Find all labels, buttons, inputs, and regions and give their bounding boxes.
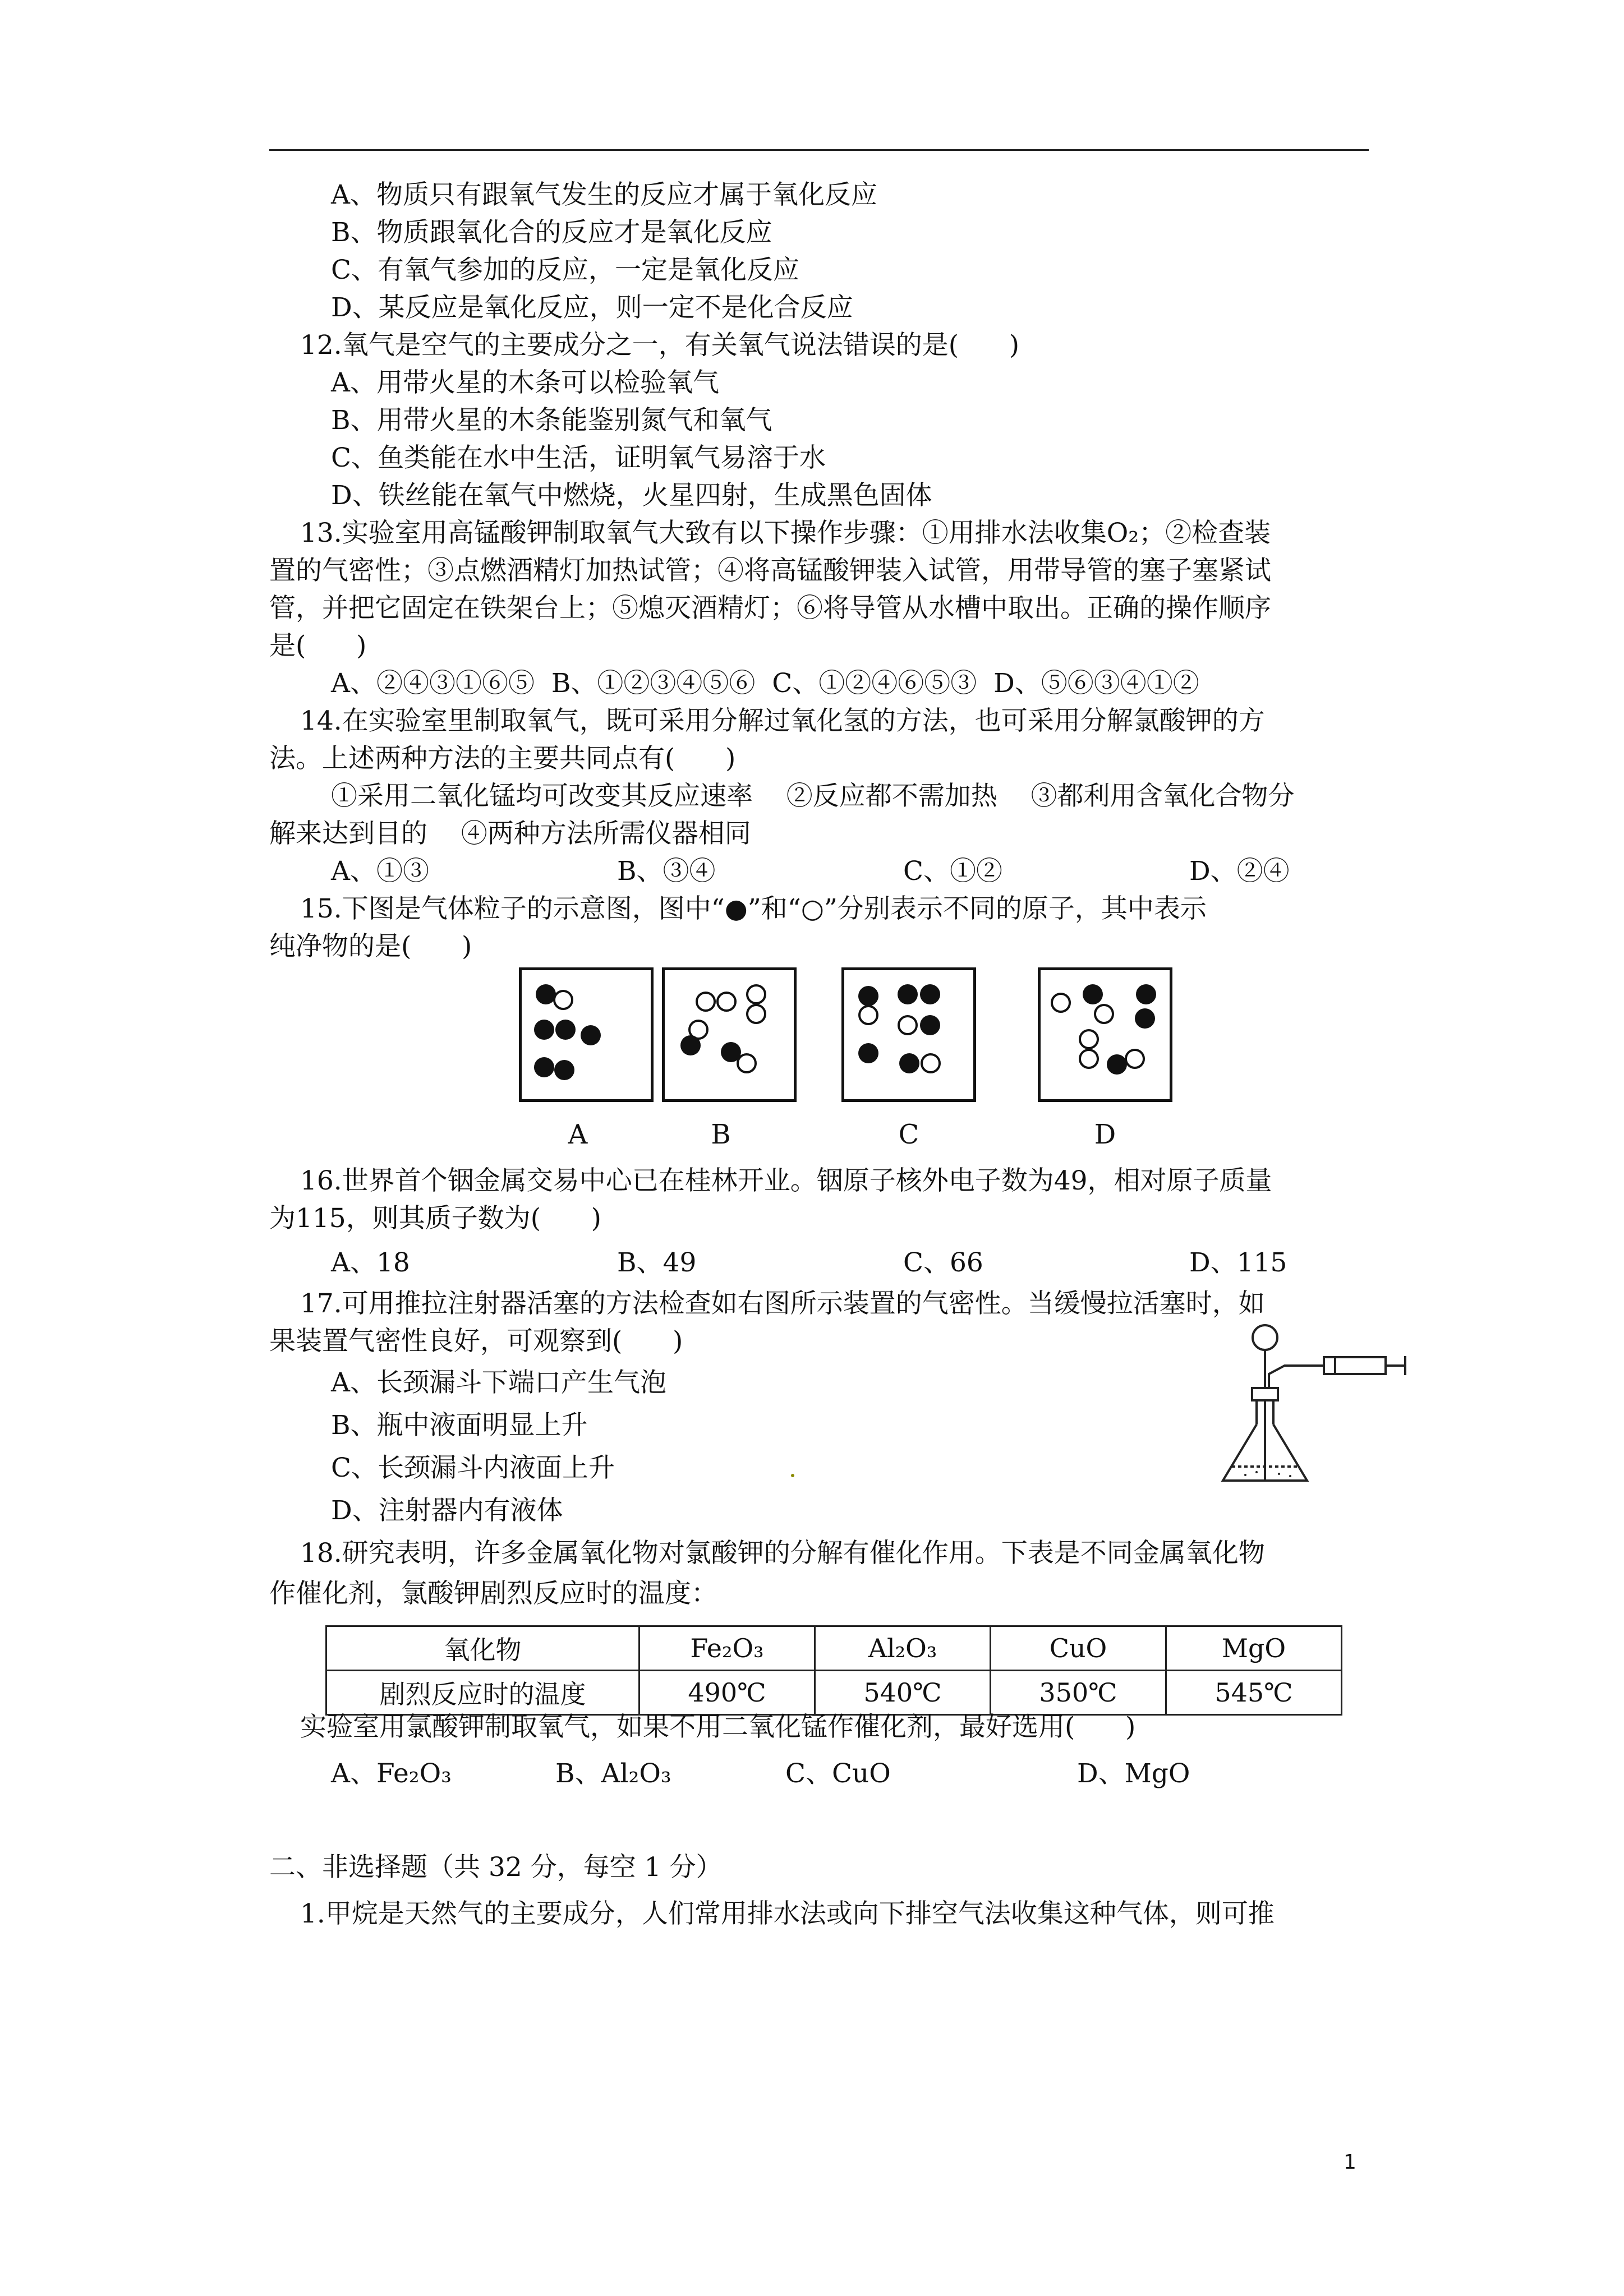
table-header-row [326,1626,1342,1671]
q17-stem-1: 17.可用推拉注射器活塞的方法检查如右图所示装置的气密性。当缓慢拉活塞时，如 [300,1288,1265,1319]
q18-option-a: A、Fe₂O₃ [331,1758,452,1789]
black-atom [1107,1054,1127,1075]
q16-stem-1: 16.世界首个铟金属交易中心已在桂林开业。铟原子核外电子数为49，相对原子质量 [300,1165,1272,1196]
table-row-label: 剧烈反应时的温度 [326,1671,640,1715]
q18-option-d: D、MgO [1077,1758,1190,1789]
black-atom [534,1020,554,1040]
black-atom [1136,984,1156,1004]
particle-box-d [1038,967,1172,1102]
q16-stem-2: 为115，则其质子数为( ) [269,1203,602,1234]
apparatus-flask-syringe-icon [1212,1312,1414,1497]
q14-option-d: D、②④ [1189,856,1290,887]
q17-option-d: D、注射器内有液体 [331,1495,563,1526]
header-rule [269,149,1369,151]
q13-stem-1: 13.实验室用高锰酸钾制取氧气大致有以下操作步骤：①用排水法收集O₂；②检查装 [300,518,1271,548]
table-cell: 350℃ [991,1671,1166,1715]
white-atom [858,1005,878,1025]
black-atom [581,1025,601,1045]
q14-option-a: A、①③ [331,856,429,887]
q17-option-b: B、瓶中液面明显上升 [331,1410,588,1441]
q11-option-a: A、物质只有跟氧气发生的反应才属于氧化反应 [331,179,877,210]
white-atom [737,1053,757,1073]
white-atom [1079,1029,1099,1049]
q12-option-c: C、鱼类能在水中生活，证明氧气易溶于水 [331,442,826,473]
q11-option-c: C、有氧气参加的反应，一定是氧化反应 [331,255,799,285]
q13-stem-3: 管，并把它固定在铁架台上；⑤熄灭酒精灯；⑥将导管从水槽中取出。正确的操作顺序 [269,593,1271,624]
white-atom [746,984,766,1004]
figure-label-c: C [898,1119,919,1150]
q12-option-a: A、用带火星的木条可以检验氧气 [331,367,719,398]
q12-option-b: B、用带火星的木条能鉴别氮气和氧气 [331,405,772,436]
q14-option-b: B、③④ [617,856,716,887]
table-header-cell: 氧化物 [326,1626,640,1671]
q11-option-d: D、某反应是氧化反应，则一定不是化合反应 [331,292,853,323]
q18-option-c: C、CuO [785,1758,891,1789]
black-atom [858,986,878,1006]
black-atom [899,1053,919,1073]
black-atom [1135,1008,1155,1029]
q13-stem-2: 置的气密性；③点燃酒精灯加热试管；④将高锰酸钾装入试管，用带导管的塞子塞紧试 [269,555,1271,586]
white-atom [696,992,716,1012]
black-atom [555,1020,576,1040]
white-atom [716,992,737,1012]
white-atom [898,1015,918,1035]
white-atom [1125,1049,1145,1069]
q18-stem-2: 作催化剂，氯酸钾剧烈反应时的温度： [269,1578,717,1609]
figure-label-b: B [711,1119,731,1150]
black-atom [680,1035,701,1055]
q14-stem-2: 法。上述两种方法的主要共同点有( ) [269,743,736,774]
table-cell: 545℃ [1166,1671,1342,1715]
q17-stem-2: 果装置气密性良好，可观察到( ) [269,1326,683,1357]
q15-stem-1: 15.下图是气体粒子的示意图，图中“●”和“○”分别表示不同的原子，其中表示 [300,893,1207,924]
part2-q1-stem: 1.甲烷是天然气的主要成分，人们常用排水法或向下排空气法收集这种气体，则可推 [300,1898,1275,1929]
q18-stem-1: 18.研究表明，许多金属氧化物对氯酸钾的分解有催化作用。下表是不同金属氧化物 [300,1538,1265,1569]
q14-stem-4: 解来达到目的 ④两种方法所需仪器相同 [269,818,751,849]
q13-stem-4: 是( ) [269,630,367,661]
q18-stem-3: 实验室用氯酸钾制取氧气，如果不用二氧化锰作催化剂，最好选用( ) [300,1712,1136,1742]
table-header-cell: CuO [991,1626,1166,1671]
catalyst-temperature-table [325,1625,1342,1716]
table-header-cell: Al₂O₃ [815,1626,991,1671]
particle-box-a [519,967,654,1102]
page-number: 1 [1344,2151,1356,2174]
q15-stem-2: 纯净物的是( ) [269,931,472,962]
q14-option-c: C、①② [903,856,1002,887]
black-atom [920,1015,940,1035]
q13-options: A、②④③①⑥⑤ B、①②③④⑤⑥ C、①②④⑥⑤③ D、⑤⑥③④①② [331,668,1199,699]
table-row [326,1671,1342,1715]
particle-box-b [662,967,797,1102]
q16-option-a: A、18 [331,1247,410,1278]
white-atom [1094,1004,1114,1024]
white-atom [1051,993,1071,1013]
q14-stem-1: 14.在实验室里制取氧气，既可采用分解过氧化氢的方法，也可采用分解氯酸钾的方 [300,706,1265,736]
figure-label-d: D [1094,1119,1116,1150]
black-atom [1083,984,1103,1004]
q16-option-b: B、49 [617,1247,697,1278]
table-cell: 540℃ [815,1671,991,1715]
black-atom [898,984,918,1004]
white-atom [553,990,573,1010]
q12-option-d: D、铁丝能在氧气中燃烧，火星四射，生成黑色固体 [331,480,932,511]
q17-option-c: C、长颈漏斗内液面上升 [331,1453,615,1483]
q18-option-b: B、Al₂O₃ [555,1758,671,1789]
table-cell: 490℃ [640,1671,815,1715]
q11-option-b: B、物质跟氧化合的反应才是氧化反应 [331,217,772,248]
white-atom [746,1004,766,1024]
q14-stem-3: ①采用二氧化锰均可改变其反应速率 ②反应都不需加热 ③都利用含氧化合物分 [331,781,1295,812]
q16-option-c: C、66 [903,1247,983,1278]
black-atom [554,1060,574,1080]
table-header-cell: Fe₂O₃ [640,1626,815,1671]
black-atom [534,1057,554,1077]
q17-option-a: A、长颈漏斗下端口产生气泡 [331,1367,666,1398]
figure-label-a: A [568,1119,588,1150]
q12-stem: 12.氧气是空气的主要成分之一，有关氧气说法错误的是( ) [300,330,1020,361]
white-atom [1079,1049,1099,1069]
particle-box-c [841,967,976,1102]
stray-mark [791,1474,794,1477]
black-atom [858,1043,878,1063]
white-atom [921,1053,941,1073]
black-atom [920,984,940,1004]
q16-option-d: D、115 [1189,1247,1287,1278]
table-header-cell: MgO [1166,1626,1342,1671]
section-2-heading: 二、非选择题（共 32 分，每空 1 分） [269,1852,723,1883]
